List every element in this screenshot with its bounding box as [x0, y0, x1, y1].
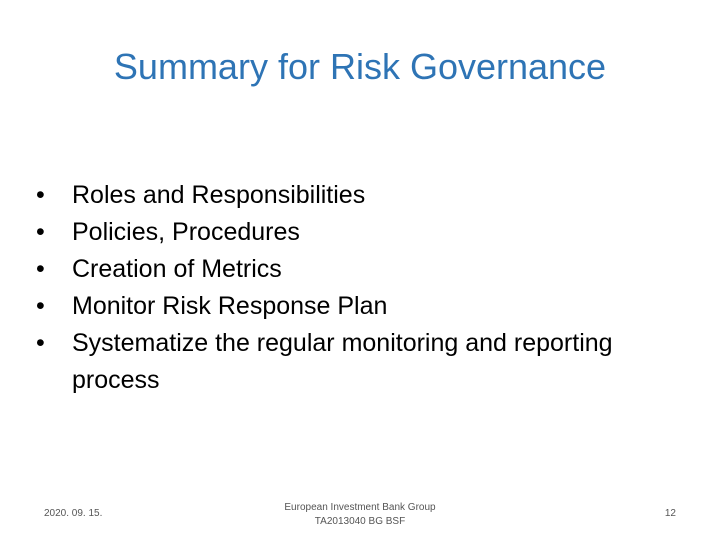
- bullet-point-icon: •: [36, 255, 45, 283]
- bullet-list: [36, 177, 676, 399]
- bullet-text: Systematize the regular monitoring and reporting process: [72, 329, 613, 394]
- bullet-item: [36, 288, 676, 325]
- bullet-item: [36, 214, 676, 251]
- bullet-item: [36, 177, 676, 214]
- footer-date: 2020. 09. 15.: [44, 508, 103, 519]
- footer-org-line2: TA2013040 BG BSF: [314, 516, 406, 527]
- bullet-point-icon: •: [36, 292, 45, 320]
- bullet-text: Creation of Metrics: [72, 255, 282, 283]
- bullet-point-icon: •: [36, 329, 45, 357]
- bullet-text: Roles and Responsibilities: [72, 181, 366, 209]
- bullet-text: Monitor Risk Response Plan: [72, 292, 388, 320]
- slide-title: Summary for Risk Governance: [113, 46, 607, 87]
- footer-organization: [240, 501, 480, 529]
- footer-org-line1: European Investment Bank Group: [284, 502, 436, 513]
- bullet-point-icon: •: [36, 181, 45, 209]
- bullet-item: [36, 325, 676, 399]
- bullet-item: [36, 251, 676, 288]
- bullet-point-icon: •: [36, 218, 45, 246]
- page-number: 12: [664, 508, 676, 519]
- bullet-text: Policies, Procedures: [72, 218, 300, 246]
